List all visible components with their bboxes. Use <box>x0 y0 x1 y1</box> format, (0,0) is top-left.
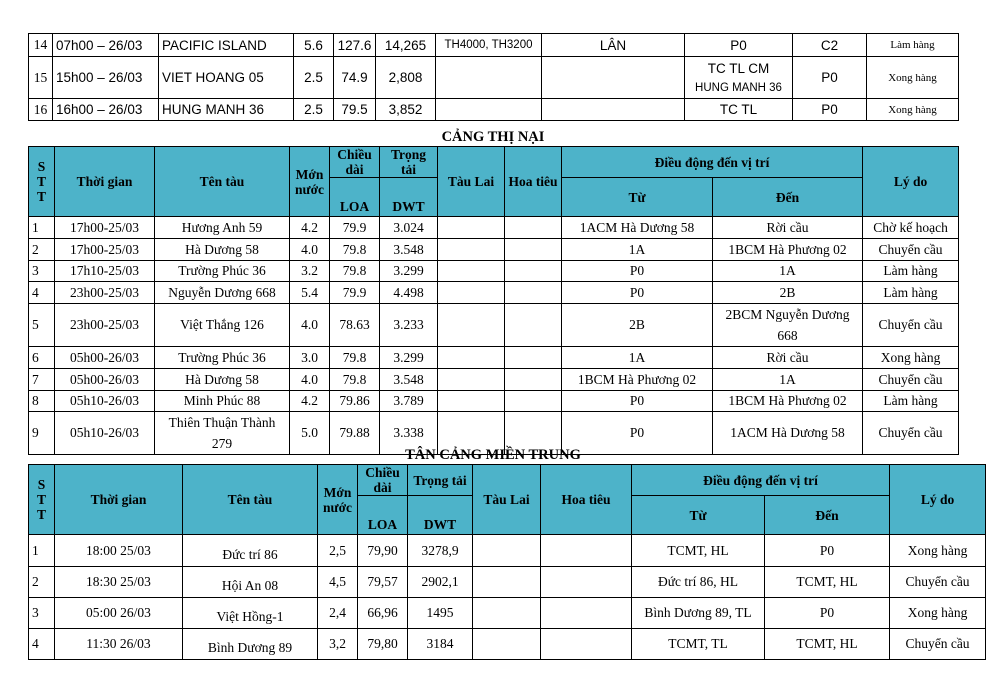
reason-header: Lý do <box>863 147 959 217</box>
header-row <box>29 147 959 178</box>
table-row <box>29 34 959 57</box>
draft-header: Mớn nước <box>290 147 330 217</box>
reason-header: Lý do <box>890 465 986 535</box>
from-header: Từ <box>562 178 713 217</box>
from-cell: Bình Dương 89, TL <box>632 598 765 629</box>
dwt-cell: 3.024 <box>380 217 438 239</box>
ship-line-2: 279 <box>211 436 233 451</box>
pilot-cell <box>542 99 685 121</box>
draft-cell: 2,4 <box>318 598 358 629</box>
draft-cell: 5.0 <box>290 412 330 455</box>
from-cell <box>685 57 793 99</box>
reason-cell: Xong hàng <box>867 99 959 121</box>
from-cell: 1A <box>562 347 713 369</box>
draft-cell: 2.5 <box>294 57 334 99</box>
reason-cell: Chuyển cầu <box>863 239 959 261</box>
from-line-1: TC TL CM <box>707 60 770 76</box>
to-cell: 1A <box>713 369 863 391</box>
reason-cell: Xong hàng <box>890 598 986 629</box>
pilot-cell <box>505 391 562 412</box>
tug-cell: TH4000, TH3200 <box>436 34 542 57</box>
thi-nai-table <box>28 146 959 455</box>
draft-cell: 4,5 <box>318 567 358 598</box>
stt-cell: 8 <box>29 391 55 412</box>
from-line-2: HUNG MANH 36 <box>695 81 782 94</box>
dwt-cell: 3.789 <box>380 391 438 412</box>
time-cell: 16h00 – 26/03 <box>53 99 159 121</box>
from-cell: 1ACM Hà Dương 58 <box>562 217 713 239</box>
ship-cell: HUNG MANH 36 <box>159 99 294 121</box>
pilot-header: Hoa tiêu <box>505 147 562 217</box>
table-row <box>29 535 986 567</box>
dwt-cell: 3.338 <box>380 412 438 455</box>
to-cell <box>713 304 863 347</box>
tug-header: Tàu Lai <box>473 465 541 535</box>
ship-cell: Trường Phúc 36 <box>155 261 290 282</box>
loa-cell: 127.6 <box>334 34 376 57</box>
tan-cang-table <box>28 464 986 660</box>
table-row <box>29 598 986 629</box>
ship-cell: VIET HOANG 05 <box>159 57 294 99</box>
from-cell: Đức trí 86, HL <box>632 567 765 598</box>
tug-cell <box>473 598 541 629</box>
reason-cell: Làm hàng <box>863 261 959 282</box>
draft-cell: 5.6 <box>294 34 334 57</box>
reason-cell: Chuyển cầu <box>890 567 986 598</box>
stt-cell: 4 <box>29 629 55 660</box>
draft-cell: 4.2 <box>290 217 330 239</box>
from-cell: 1A <box>562 239 713 261</box>
to-cell: P0 <box>793 99 867 121</box>
draft-cell: 3.0 <box>290 347 330 369</box>
time-header: Thời gian <box>55 147 155 217</box>
tug-cell <box>436 99 542 121</box>
dwt-cell: 2,808 <box>376 57 436 99</box>
from-cell: P0 <box>562 261 713 282</box>
to-line-2: 668 <box>777 328 798 343</box>
time-cell: 05h00-26/03 <box>55 347 155 369</box>
draft-cell: 4.0 <box>290 304 330 347</box>
table-row <box>29 304 959 347</box>
length-header: Chiều dài <box>330 147 380 178</box>
stt-cell: 16 <box>29 99 53 121</box>
loa-header: LOA <box>330 178 380 217</box>
dwt-cell: 1495 <box>408 598 473 629</box>
top-continuation-table <box>28 33 959 121</box>
ship-header: Tên tàu <box>183 465 318 535</box>
pilot-cell <box>541 629 632 660</box>
ship-cell: Hội An 08 <box>183 567 318 598</box>
stt-cell: 14 <box>29 34 53 57</box>
from-cell: P0 <box>562 391 713 412</box>
pilot-cell <box>505 304 562 347</box>
tug-cell <box>438 369 505 391</box>
time-cell: 05:00 26/03 <box>55 598 183 629</box>
pilot-header: Hoa tiêu <box>541 465 632 535</box>
dwt-cell: 3,852 <box>376 99 436 121</box>
dwt-cell: 3.233 <box>380 304 438 347</box>
draft-cell: 5.4 <box>290 282 330 304</box>
reason-cell: Xong hàng <box>867 57 959 99</box>
loa-cell: 79.88 <box>330 412 380 455</box>
dwt-cell: 2902,1 <box>408 567 473 598</box>
to-cell: TCMT, HL <box>765 567 890 598</box>
pilot-cell <box>542 57 685 99</box>
dwt-cell: 3.299 <box>380 261 438 282</box>
draft-cell: 4.0 <box>290 239 330 261</box>
time-cell: 17h00-25/03 <box>55 217 155 239</box>
loa-cell: 79.8 <box>330 347 380 369</box>
time-cell: 17h10-25/03 <box>55 261 155 282</box>
stt-cell: 7 <box>29 369 55 391</box>
to-cell: 1ACM Hà Dương 58 <box>713 412 863 455</box>
to-cell: 1A <box>713 261 863 282</box>
tug-cell <box>438 347 505 369</box>
from-cell: TC TL <box>685 99 793 121</box>
reason-cell: Chuyển cầu <box>890 629 986 660</box>
pilot-cell <box>541 598 632 629</box>
table-row <box>29 347 959 369</box>
tug-cell <box>438 304 505 347</box>
ship-cell: Hà Dương 58 <box>155 369 290 391</box>
from-cell: P0 <box>562 412 713 455</box>
stt-cell: 15 <box>29 57 53 99</box>
pilot-cell: LÂN <box>542 34 685 57</box>
reason-cell: Làm hàng <box>867 34 959 57</box>
move-header: Điều động đến vị trí <box>632 465 890 496</box>
ship-line-1: Thiên Thuận Thành <box>168 415 276 430</box>
loa-cell: 78.63 <box>330 304 380 347</box>
dwt-cell: 3.548 <box>380 239 438 261</box>
time-cell: 18:30 25/03 <box>55 567 183 598</box>
stt-cell: 9 <box>29 412 55 455</box>
stt-cell: 4 <box>29 282 55 304</box>
loa-cell: 79,80 <box>358 629 408 660</box>
from-cell: P0 <box>562 282 713 304</box>
to-cell: 1BCM Hà Phương 02 <box>713 239 863 261</box>
to-cell: P0 <box>793 57 867 99</box>
table-row <box>29 57 959 99</box>
draft-cell: 3,2 <box>318 629 358 660</box>
table-row <box>29 567 986 598</box>
from-cell: TCMT, HL <box>632 535 765 567</box>
draft-cell: 2.5 <box>294 99 334 121</box>
ship-cell: Nguyễn Dương 668 <box>155 282 290 304</box>
time-header: Thời gian <box>55 465 183 535</box>
stt-cell: 2 <box>29 567 55 598</box>
section-title-thi-nai: CẢNG THỊ NẠI <box>441 129 545 145</box>
dwt-cell: 4.498 <box>380 282 438 304</box>
dwt-cell: 3184 <box>408 629 473 660</box>
from-header: Từ <box>632 496 765 535</box>
stt-cell: 3 <box>29 261 55 282</box>
to-cell: P0 <box>765 598 890 629</box>
table-row <box>29 391 959 412</box>
tug-cell <box>473 535 541 567</box>
draft-cell: 3.2 <box>290 261 330 282</box>
pilot-cell <box>505 239 562 261</box>
reason-cell: Chờ kế hoạch <box>863 217 959 239</box>
table-row <box>29 282 959 304</box>
time-cell: 11:30 26/03 <box>55 629 183 660</box>
from-cell: P0 <box>685 34 793 57</box>
ship-header: Tên tàu <box>155 147 290 217</box>
to-cell: 2B <box>713 282 863 304</box>
tug-cell <box>473 567 541 598</box>
loa-cell: 79.9 <box>330 282 380 304</box>
tug-cell <box>438 217 505 239</box>
draft-cell: 4.2 <box>290 391 330 412</box>
from-cell: 1BCM Hà Phương 02 <box>562 369 713 391</box>
header-row <box>29 465 986 496</box>
dwt-cell: 3.548 <box>380 369 438 391</box>
to-line-1: 2BCM Nguyễn Dương <box>725 307 850 322</box>
ship-cell: Trường Phúc 36 <box>155 347 290 369</box>
time-cell: 07h00 – 26/03 <box>53 34 159 57</box>
tug-cell <box>473 629 541 660</box>
from-cell: TCMT, TL <box>632 629 765 660</box>
capacity-header: Trọng tải <box>408 465 473 496</box>
loa-header: LOA <box>358 496 408 535</box>
to-cell: Rời cầu <box>713 217 863 239</box>
stt-header: S T T <box>29 147 55 217</box>
ship-cell: Hương Anh 59 <box>155 217 290 239</box>
stt-cell: 2 <box>29 239 55 261</box>
reason-cell: Làm hàng <box>863 391 959 412</box>
ship-cell: Minh Phúc 88 <box>155 391 290 412</box>
ship-cell: Việt Thắng 126 <box>155 304 290 347</box>
pilot-cell <box>541 567 632 598</box>
pilot-cell <box>541 535 632 567</box>
loa-cell: 74.9 <box>334 57 376 99</box>
to-header: Đến <box>765 496 890 535</box>
time-cell: 05h10-26/03 <box>55 391 155 412</box>
loa-cell: 79.8 <box>330 369 380 391</box>
reason-cell: Làm hàng <box>863 282 959 304</box>
tug-cell <box>438 282 505 304</box>
table-row <box>29 99 959 121</box>
time-cell: 23h00-25/03 <box>55 282 155 304</box>
ship-cell: Hà Dương 58 <box>155 239 290 261</box>
draft-cell: 2,5 <box>318 535 358 567</box>
tug-cell <box>438 391 505 412</box>
table-row <box>29 239 959 261</box>
section-title-tan-cang: TÂN CẢNG MIỀN TRUNG <box>405 447 581 463</box>
reason-cell: Xong hàng <box>863 347 959 369</box>
ship-cell: Việt Hồng-1 <box>183 598 318 629</box>
dwt-cell: 3278,9 <box>408 535 473 567</box>
tug-header: Tàu Lai <box>438 147 505 217</box>
capacity-header: Trọng tải <box>380 147 438 178</box>
dwt-header: DWT <box>380 178 438 217</box>
tug-cell <box>438 239 505 261</box>
time-cell: 05h00-26/03 <box>55 369 155 391</box>
time-cell: 17h00-25/03 <box>55 239 155 261</box>
move-header: Điều động đến vị trí <box>562 147 863 178</box>
loa-cell: 79.8 <box>330 261 380 282</box>
draft-cell: 4.0 <box>290 369 330 391</box>
to-cell: 1BCM Hà Phương 02 <box>713 391 863 412</box>
to-cell: Rời cầu <box>713 347 863 369</box>
to-cell: TCMT, HL <box>765 629 890 660</box>
tug-cell <box>436 57 542 99</box>
stt-cell: 6 <box>29 347 55 369</box>
to-header: Đến <box>713 178 863 217</box>
stt-cell: 5 <box>29 304 55 347</box>
reason-cell: Chuyển cầu <box>863 412 959 455</box>
to-cell: P0 <box>765 535 890 567</box>
pilot-cell <box>505 369 562 391</box>
stt-cell: 3 <box>29 598 55 629</box>
loa-cell: 79.9 <box>330 217 380 239</box>
stt-header: S T T <box>29 465 55 535</box>
dwt-cell: 3.299 <box>380 347 438 369</box>
dwt-cell: 14,265 <box>376 34 436 57</box>
table-row <box>29 217 959 239</box>
time-cell: 05h10-26/03 <box>55 412 155 455</box>
pilot-cell <box>505 217 562 239</box>
reason-cell: Xong hàng <box>890 535 986 567</box>
dwt-header: DWT <box>408 496 473 535</box>
tug-cell <box>438 261 505 282</box>
reason-cell: Chuyển cầu <box>863 304 959 347</box>
from-cell: 2B <box>562 304 713 347</box>
time-cell: 23h00-25/03 <box>55 304 155 347</box>
length-header: Chiều dài <box>358 465 408 496</box>
ship-cell: PACIFIC ISLAND <box>159 34 294 57</box>
table-row <box>29 629 986 660</box>
loa-cell: 79.5 <box>334 99 376 121</box>
loa-cell: 79.8 <box>330 239 380 261</box>
draft-header: Mớn nước <box>318 465 358 535</box>
stt-cell: 1 <box>29 217 55 239</box>
ship-cell: Đức trí 86 <box>183 535 318 567</box>
table-row <box>29 369 959 391</box>
reason-cell: Chuyển cầu <box>863 369 959 391</box>
loa-cell: 79,90 <box>358 535 408 567</box>
pilot-cell <box>505 261 562 282</box>
ship-cell: Bình Dương 89 <box>183 629 318 660</box>
to-cell: C2 <box>793 34 867 57</box>
stt-cell: 1 <box>29 535 55 567</box>
time-cell: 15h00 – 26/03 <box>53 57 159 99</box>
table-row <box>29 261 959 282</box>
pilot-cell <box>505 282 562 304</box>
loa-cell: 79,57 <box>358 567 408 598</box>
time-cell: 18:00 25/03 <box>55 535 183 567</box>
loa-cell: 79.86 <box>330 391 380 412</box>
pilot-cell <box>505 347 562 369</box>
loa-cell: 66,96 <box>358 598 408 629</box>
